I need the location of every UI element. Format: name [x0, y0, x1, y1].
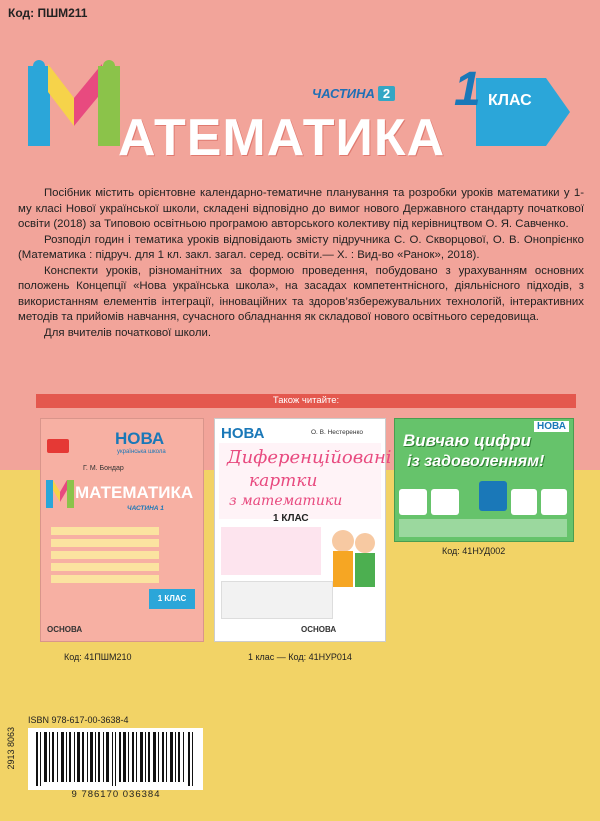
also-read-label: Також читайте:	[272, 395, 340, 406]
book3-brand: НОВА	[534, 421, 569, 432]
book1-bullet	[51, 539, 159, 547]
barcode	[28, 728, 203, 790]
book-cover-1[interactable]	[40, 418, 204, 642]
logo-block-green	[98, 66, 120, 146]
book2-title-line1: Диференційовані	[227, 447, 392, 468]
description-paragraph: Для вчителів початкової школи.	[44, 326, 211, 339]
book3-info-strip	[399, 519, 567, 537]
book2-grade: 1 КЛАС	[273, 513, 309, 524]
book1-part: ЧАСТИНА 1	[127, 505, 164, 512]
book3-card	[431, 489, 459, 515]
book2-code: 1 клас — Код: 41НУР014	[248, 652, 352, 662]
also-read-bar	[36, 394, 576, 408]
puzzle-m-logo	[24, 56, 124, 156]
logo-block-pink	[74, 64, 102, 126]
grade-label: КЛАС	[488, 92, 532, 109]
logo-block-blue	[28, 66, 50, 146]
book-cover-2[interactable]	[214, 418, 392, 642]
book1-bullet	[51, 575, 159, 583]
book2-publisher: ОСНОВА	[301, 625, 337, 634]
book3-title-line1: Вивчаю цифри	[403, 431, 532, 450]
product-code: Код: ПШМ211	[8, 6, 88, 20]
book-cover-3[interactable]	[394, 418, 574, 542]
part-label	[312, 86, 395, 101]
book3-card	[479, 481, 507, 511]
book2-sample-page	[221, 581, 333, 619]
grade-arrow	[452, 63, 572, 150]
book1-publisher: ОСНОВА	[47, 625, 83, 634]
book3-card	[541, 489, 567, 515]
book3-card	[399, 489, 427, 515]
book1-grade: 1 КЛАС	[149, 589, 195, 609]
grade-number: 1	[454, 63, 481, 116]
part-text: ЧАСТИНА	[312, 86, 375, 101]
barcode-side-number: 2913 8063	[6, 727, 16, 770]
book3-card	[511, 489, 537, 515]
book2-author: О. В. Нестеренко	[311, 429, 364, 436]
logo-block-yellow	[48, 64, 74, 126]
book1-bullet	[51, 551, 159, 559]
book1-puzzle-logo	[45, 477, 75, 511]
book2-title-line2: картки	[249, 471, 318, 491]
book2-topics-panel	[221, 527, 321, 575]
description-paragraph: Посібник містить орієнтовне календарно-тематичне планування та розробки уроків математики у 1-му класі Нової української школи, складені відповідно до вимог нового Державного стандарту початкової освіти (2018) за Типовою освітньою програмою авторського колективу під керівництвом О. Я. Савченко.	[18, 187, 584, 230]
title-word	[118, 108, 445, 168]
book1-brand-sub: українська школа	[117, 449, 166, 455]
book2-brand: НОВА	[221, 425, 265, 442]
book1-author: Г. М. Бондар	[83, 465, 124, 472]
book1-bullet	[51, 563, 159, 571]
description-paragraph: Конспекти уроків, різноманітних за формою проведення, побудовано з урахуванням основних положень Концепції «Нова українська школа», на засадах компетентнісного, діяльнісного підходів, з використанням елементів інтеграції, інноваційних та здоров’язбережувальних технологій, інтерактивних методів та прийомів навчання, сучасного обладнання як складової нового освітнього середовища.	[18, 264, 584, 323]
book1-bullet	[51, 527, 159, 535]
children-illustration	[327, 521, 379, 601]
book1-title: МАТЕМАТИКА	[75, 483, 194, 502]
publisher-logo	[47, 439, 69, 453]
book3-title-line2: із задоволенням!	[407, 453, 545, 470]
barcode-number: 9 786170 036384	[71, 789, 161, 800]
title-rest: АТЕМАТИКА	[118, 109, 446, 167]
description	[18, 186, 584, 341]
isbn: ISBN 978-617-00-3638-4	[28, 715, 129, 725]
part-number: 2	[378, 86, 395, 101]
book1-code: Код: 41ПШМ210	[64, 652, 132, 662]
book1-brand: НОВА	[115, 429, 165, 448]
description-paragraph: Розподіл годин і тематика уроків відповідають змісту підручника С. О. Скворцової, О. В. Онопрієнко (Математика : підруч. для 1 кл. закл. загал. серед. освіти.— Х. : Вид-во «Ранок», 2018).	[18, 233, 584, 261]
book2-title-line3: з математики	[229, 493, 343, 509]
book3-code: Код: 41НУД002	[442, 546, 506, 556]
